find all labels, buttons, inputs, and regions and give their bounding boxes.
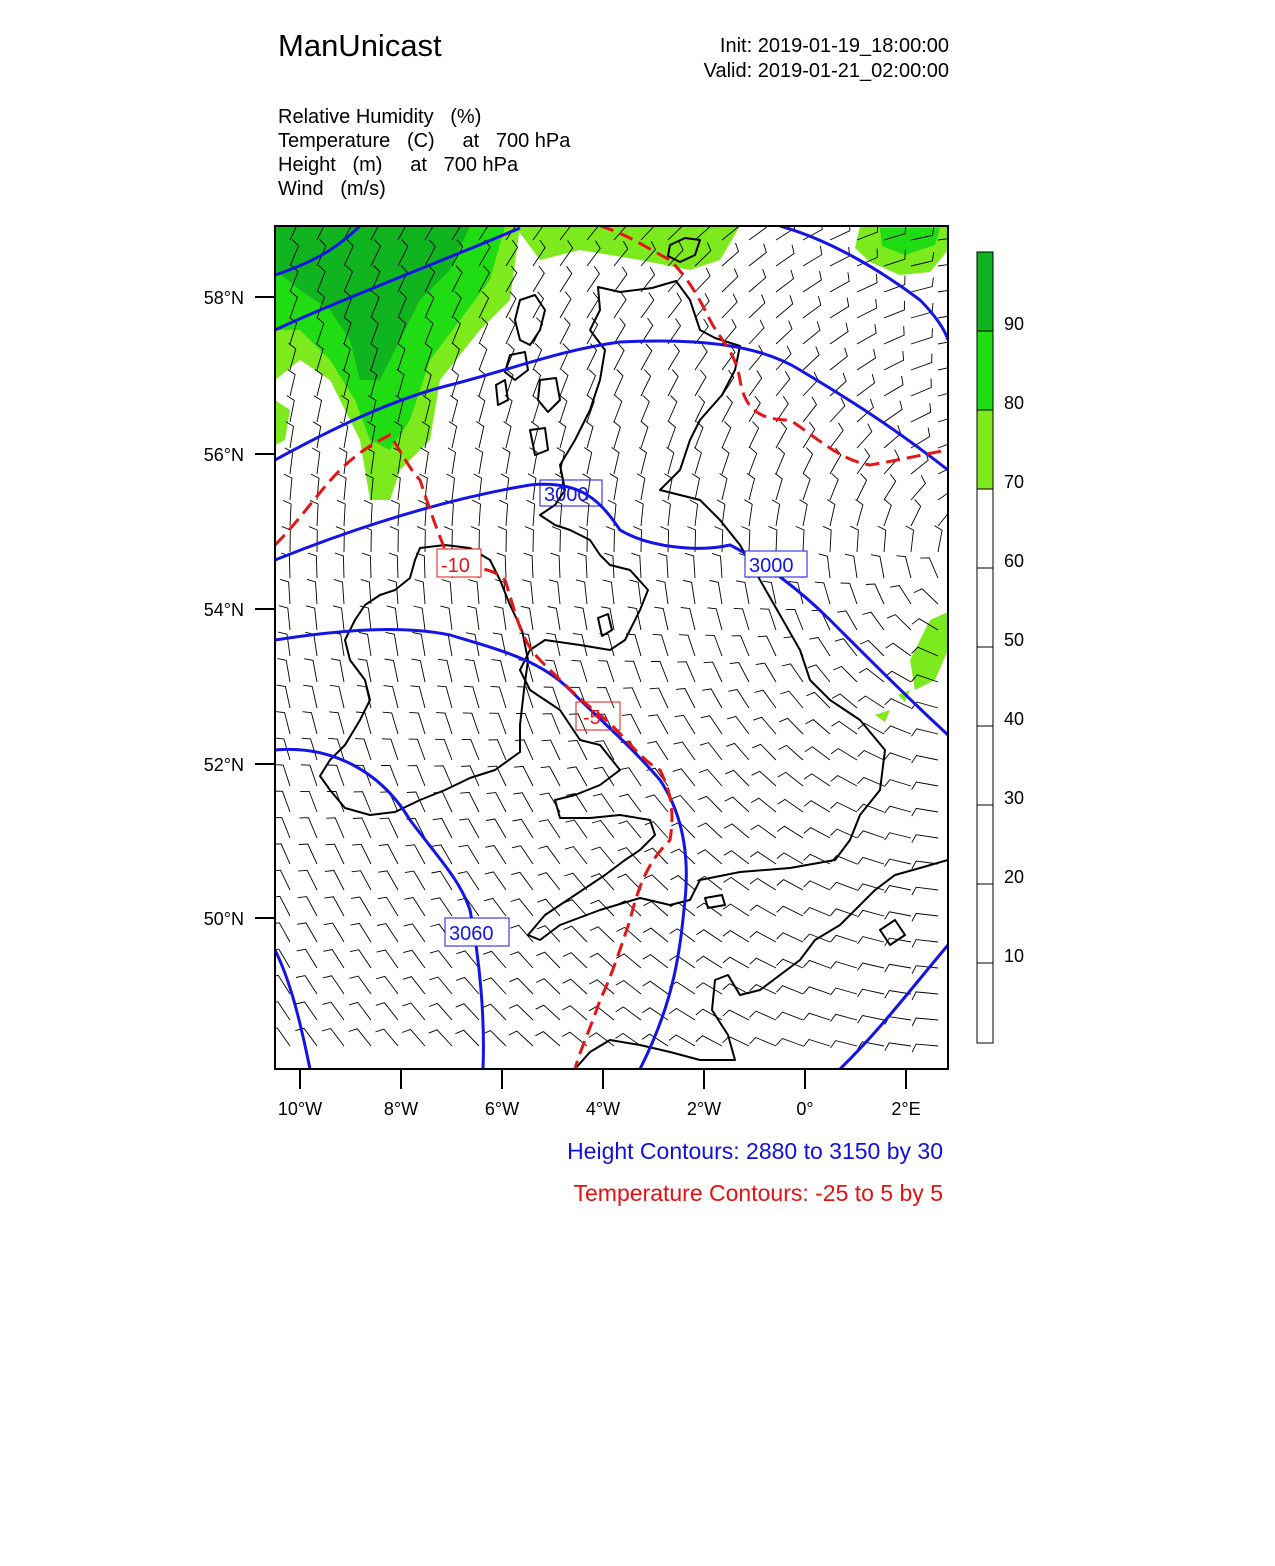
field-rh: Relative Humidity (%) [278, 106, 482, 128]
temperature-contours-caption: Temperature Contours: -25 to 5 by 5 [573, 1180, 943, 1206]
colorbar-label-50: 50 [1004, 630, 1025, 650]
temperature-label-minus5: -5 [583, 707, 601, 729]
field-height: Height (m) at 700 hPa [278, 154, 519, 176]
colorbar-band-90-100 [977, 252, 993, 331]
lat-label-52: 52°N [203, 755, 244, 775]
height-label-3000-north-sea: 3000 [749, 555, 794, 577]
temperature-label-minus10: -10 [441, 555, 470, 577]
colorbar [977, 252, 1024, 1043]
lon-label-4w: 4°W [585, 1099, 621, 1119]
colorbar-label-80: 80 [1004, 393, 1025, 413]
lat-label-58: 58°N [203, 288, 244, 308]
colorbar-label-70: 70 [1004, 472, 1025, 492]
field-wind: Wind (m/s) [278, 178, 386, 200]
lon-label-2w: 2°W [686, 1099, 722, 1119]
latitude-axis [255, 297, 275, 918]
lon-label-8w: 8°W [383, 1099, 419, 1119]
colorbar-label-40: 40 [1004, 709, 1025, 729]
height-label-3060: 3060 [449, 923, 494, 945]
colorbar-label-20: 20 [1004, 867, 1025, 887]
colorbar-label-60: 60 [1004, 551, 1025, 571]
field-temperature: Temperature (C) at 700 hPa [278, 130, 571, 152]
lat-label-56: 56°N [203, 445, 244, 465]
lat-label-54: 54°N [203, 600, 244, 620]
colorbar-band-80-90 [977, 331, 993, 410]
init-time: Init: 2019-01-19_18:00:00 [719, 35, 949, 57]
valid-time: Valid: 2019-01-21_02:00:00 [703, 60, 949, 82]
colorbar-label-90: 90 [1004, 314, 1025, 334]
longitude-axis [300, 1069, 906, 1089]
lat-label-50: 50°N [203, 909, 244, 929]
height-contours-caption: Height Contours: 2880 to 3150 by 30 [567, 1138, 943, 1164]
lon-label-0: 0° [796, 1099, 814, 1119]
lon-label-10w: 10°W [277, 1099, 323, 1119]
height-label-3000-scotland: 3000 [544, 484, 589, 506]
lon-label-2e: 2°E [891, 1099, 921, 1119]
colorbar-label-30: 30 [1004, 788, 1025, 808]
lon-label-6w: 6°W [484, 1099, 520, 1119]
map-plot-area [269, 214, 962, 1069]
colorbar-band-70-80 [977, 410, 993, 489]
colorbar-label-10: 10 [1004, 946, 1025, 966]
map-title: ManUnicast [278, 28, 442, 63]
